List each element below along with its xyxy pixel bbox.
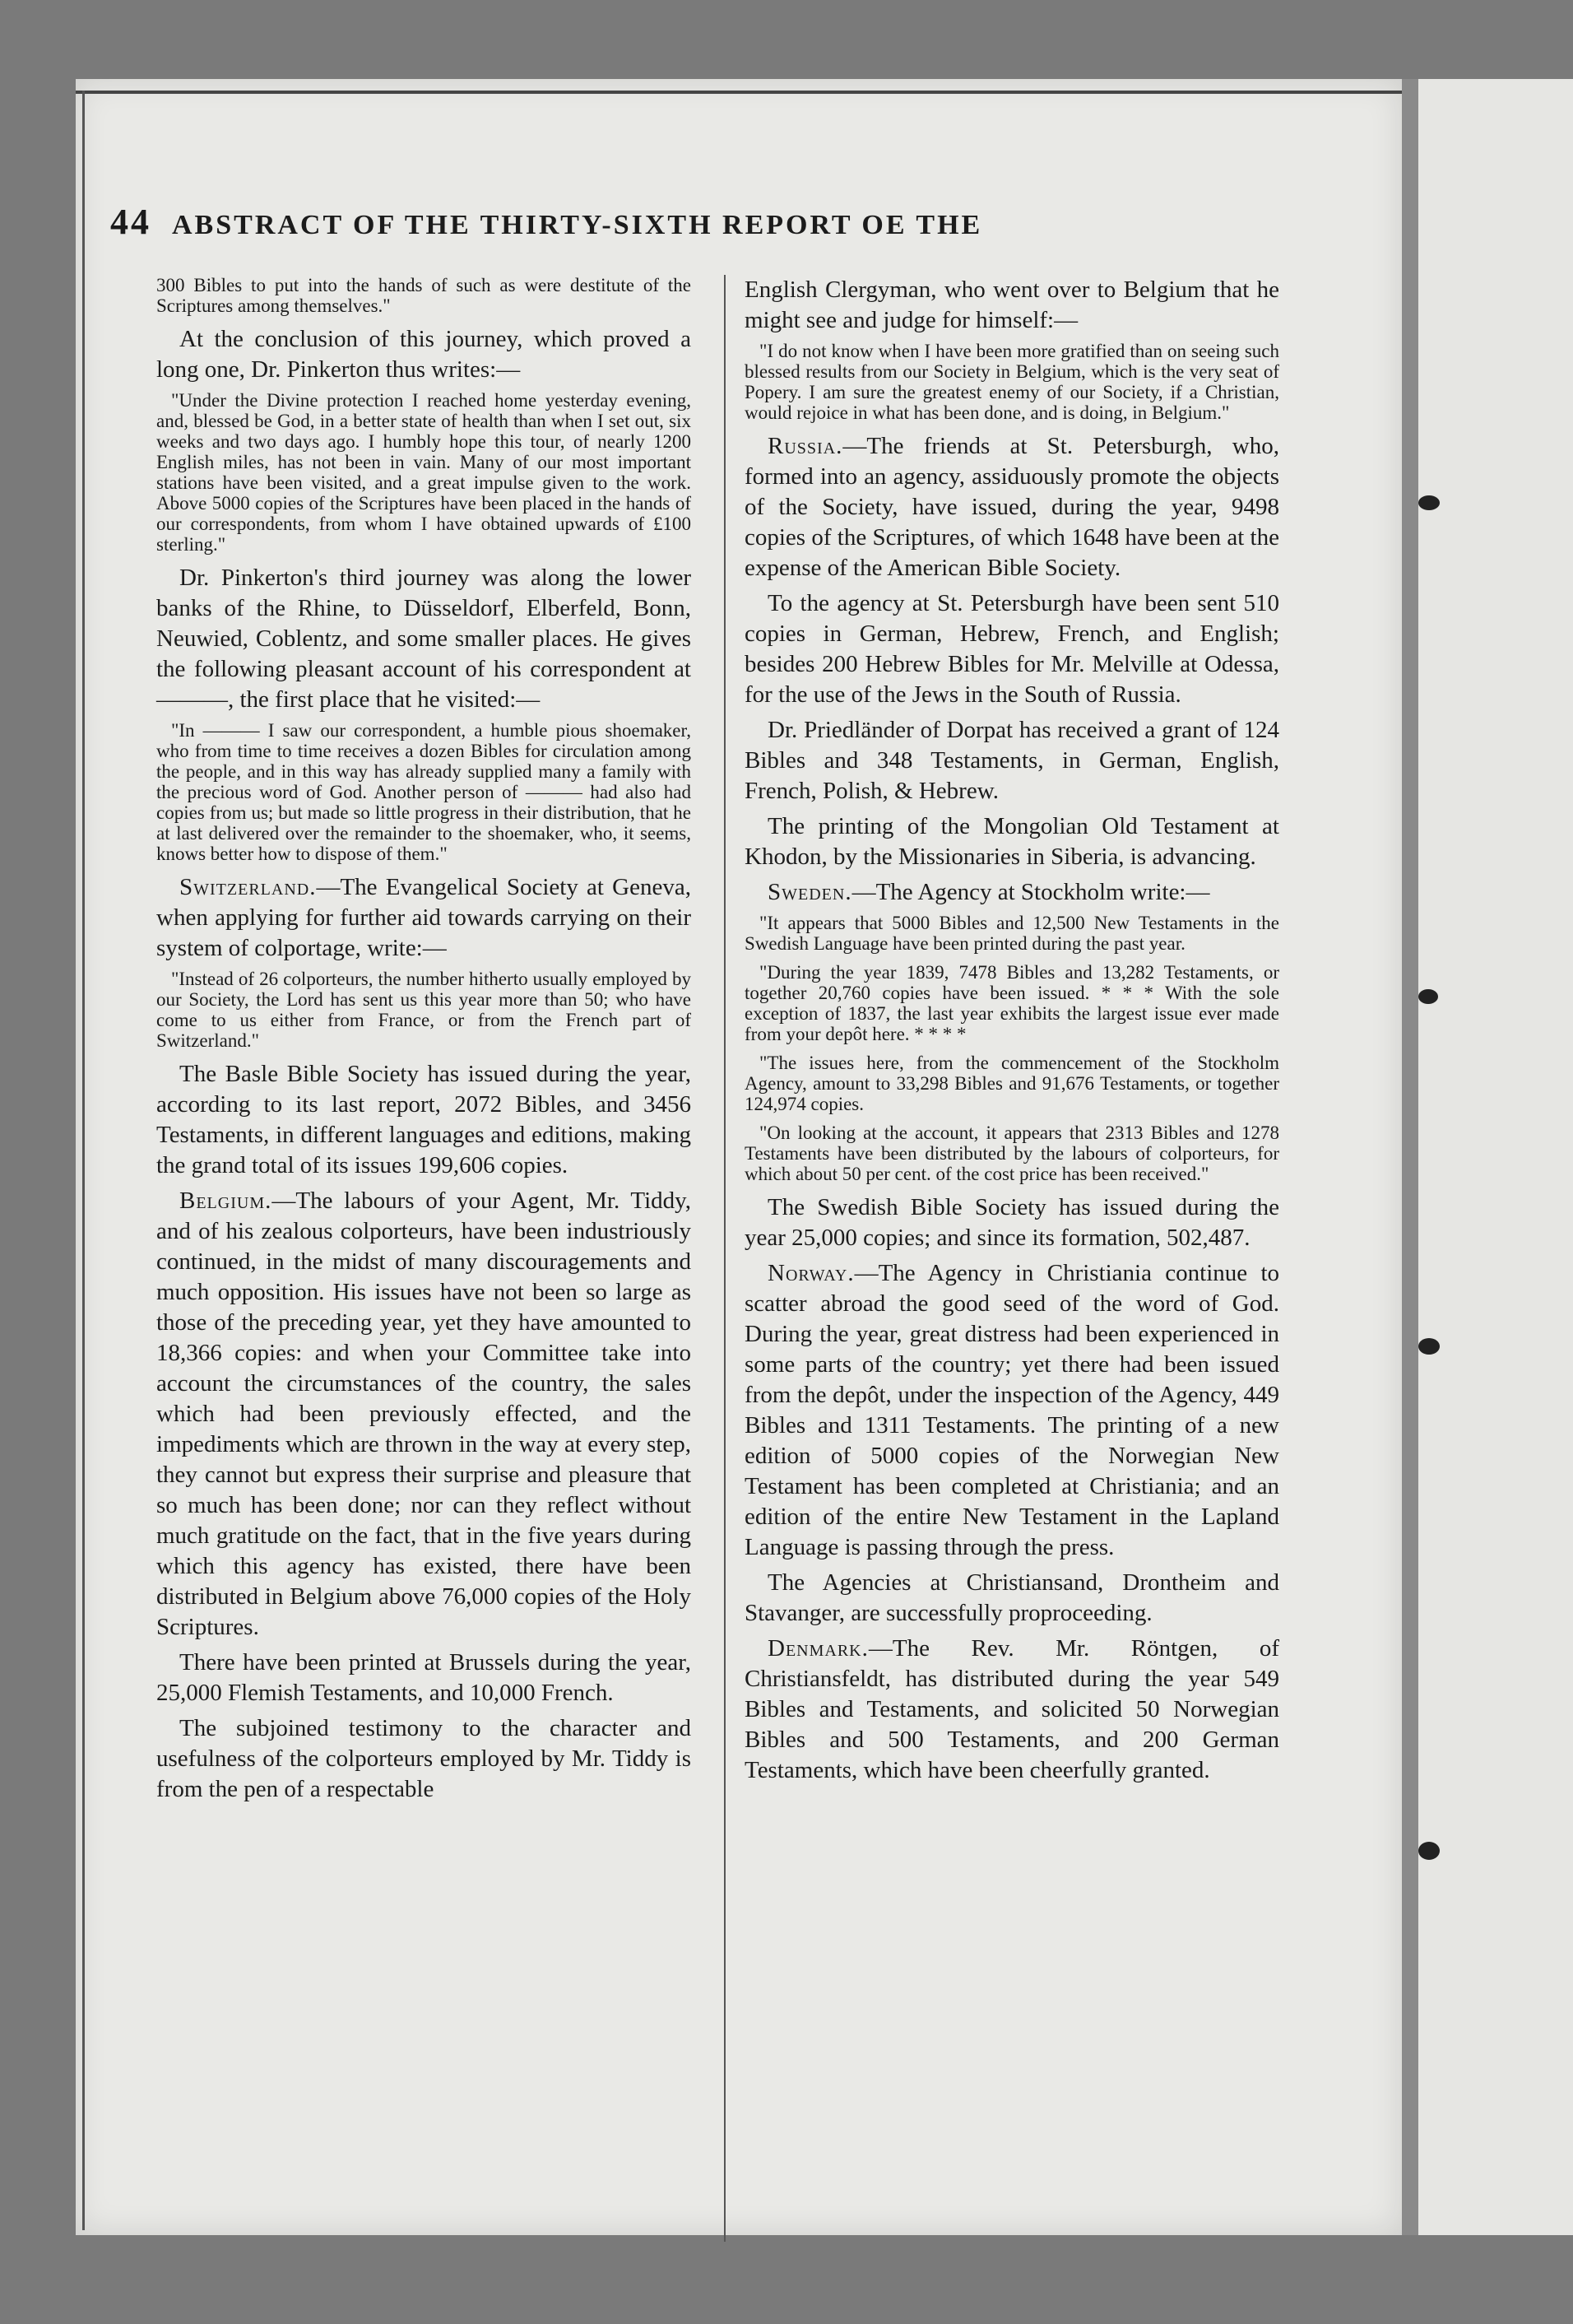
column-divider [724, 275, 726, 2242]
paragraph-text: —The Rev. Mr. Röntgen, of Christiansfeldt, has distributed during the year 549 Bibles and Testaments, and solicited 50 Norwegian Bibles and 500 Testaments, and 200 German Testaments, which have been cheerfully granted. [745, 1635, 1279, 1783]
quoted-paragraph [745, 341, 1279, 423]
paragraph [745, 1568, 1279, 1629]
running-title: ABSTRACT OF THE THIRTY-SIXTH REPORT OE THE [172, 210, 983, 240]
paragraph [745, 811, 1279, 872]
quoted-paragraph [156, 969, 691, 1051]
paragraph-text: —The friends at St. Petersburgh, who, formed into an agency, assiduously promote the objects of the Society, have issued, during the year, 9498 copies of the Scriptures, of which 1648 have been at the expense of the American Bible Society. [745, 433, 1279, 581]
paragraph-text: "It appears that 5000 Bibles and 12,500 New Testaments in the Swedish Language have been printed during the past year. [745, 913, 1279, 954]
ink-mark [1418, 1338, 1440, 1355]
paragraph [745, 715, 1279, 806]
paragraph-text: At the conclusion of this journey, which proved a long one, Dr. Pinkerton thus writes:— [156, 326, 691, 383]
quoted-paragraph [745, 1053, 1279, 1114]
left-rule [82, 91, 85, 2230]
paragraph-text: English Clergyman, who went over to Belgium that he might see and judge for himself:— [745, 277, 1279, 333]
paragraph [156, 872, 691, 964]
quoted-paragraph [156, 720, 691, 864]
quoted-paragraph [745, 913, 1279, 954]
paragraph-text: Dr. Priedländer of Dorpat has received a grant of 124 Bibles and 348 Testaments, in German, English, French, Polish, & Hebrew. [745, 717, 1279, 804]
paragraph [745, 877, 1279, 908]
paragraph [156, 563, 691, 715]
paragraph-text: "On looking at the account, it appears that 2313 Bibles and 1278 Testaments have been distributed by the labours of colporteurs, for which about 50 per cent. of the cost price has been received." [745, 1122, 1279, 1184]
section-heading: Denmark. [768, 1635, 869, 1662]
quoted-paragraph [156, 275, 691, 316]
paragraph-text: "The issues here, from the commencement of the Stockholm Agency, amount to 33,298 Bibles and 91,676 Testaments, or together 124,974 copies. [745, 1053, 1279, 1114]
quoted-paragraph [745, 1122, 1279, 1184]
page-header [110, 201, 1180, 243]
top-rule [76, 91, 1402, 94]
section-heading: Norway. [768, 1260, 855, 1286]
paragraph-text: "Instead of 26 colporteurs, the number hitherto usually employed by our Society, the Lord has sent us this year more than 50; who have come to us either from France, or from the French part of Switzerland." [156, 969, 691, 1051]
right-column [745, 275, 1279, 1791]
ink-mark [1418, 989, 1438, 1004]
paragraph-text: —The labours of your Agent, Mr. Tiddy, and of his zealous colporteurs, have been industriously continued, in the midst of many discouragements and much opposition. His issues have not been so large as those of the preceding year, yet they have amounted to 18,366 copies: and when your Committee take into account the circumstances of the country, the sales which had been previously effected, and the impediments which are thrown in the way at every step, they cannot but express their surprise and pleasure that so much has been done; nor can they reflect without much gratitude on the fact, that in the five years during which this agency has existed, there have been distributed in Belgium above 76,000 copies of the Holy Scriptures. [156, 1188, 691, 1640]
paragraph [156, 1059, 691, 1181]
paragraph-text: —The Evangelical Society at Geneva, when applying for further aid towards carrying on their system of colportage, write:— [156, 874, 691, 961]
paragraph [745, 1192, 1279, 1253]
section-heading: Switzerland. [179, 874, 317, 900]
ink-mark [1418, 495, 1440, 510]
paragraph [745, 588, 1279, 710]
paragraph-text: There have been printed at Brussels during the year, 25,000 Flemish Testaments, and 10,000 French. [156, 1649, 691, 1706]
section-heading: Russia. [768, 433, 843, 459]
paragraph [156, 324, 691, 385]
paragraph-text: 300 Bibles to put into the hands of such as were destitute of the Scriptures among themselves." [156, 275, 691, 316]
paragraph [156, 1713, 691, 1805]
left-column [156, 275, 691, 1810]
paragraph-text: The subjoined testimony to the character and usefulness of the colporteurs employed by Mr. Tiddy is from the pen of a respectable [156, 1715, 691, 1802]
quoted-paragraph [745, 962, 1279, 1044]
ink-mark [1418, 1842, 1440, 1860]
paragraph-text: The Swedish Bible Society has issued during the year 25,000 copies; and since its formation, 502,487. [745, 1194, 1279, 1251]
paragraph-text: —The Agency at Stockholm write:— [851, 879, 1210, 905]
paragraph-text: The Basle Bible Society has issued during the year, according to its last report, 2072 Bibles, and 3456 Testaments, in different languages and editions, making the grand total of its issues 199,606 copies. [156, 1061, 691, 1178]
paragraph [745, 1634, 1279, 1786]
paragraph-text: To the agency at St. Petersburgh have been sent 510 copies in German, Hebrew, French, and English; besides 200 Hebrew Bibles for Mr. Melville at Odessa, for the use of the Jews in the South of Russia. [745, 590, 1279, 708]
paragraph-text: The printing of the Mongolian Old Testament at Khodon, by the Missionaries in Siberia, is advancing. [745, 813, 1279, 870]
paragraph [156, 1648, 691, 1708]
paragraph-text: "During the year 1839, 7478 Bibles and 13,282 Testaments, or together 20,760 copies have been issued. * * * With the sole exception of 1837, the last year exhibits the largest issue ever made from your depôt here. * * * * [745, 962, 1279, 1044]
paragraph-text: "I do not know when I have been more gratified than on seeing such blessed results from our Society in Belgium, which is the very seat of Popery. I am sure the greatest enemy of our Society, if a Christian, would rejoice in what has been done, and is doing, in Belgium." [745, 341, 1279, 423]
paragraph-text: "Under the Divine protection I reached home yesterday evening, and, blessed be God, in a better state of health than when I set out, six weeks and two days ago. I humbly hope this tour, of nearly 1200 English miles, has not been in vain. Many of our most important stations have been visited, and a great impulse given to the work. Above 5000 copies of the Scriptures have been placed in the hands of our correspondents, from whom I have obtained upwards of £100 sterling." [156, 390, 691, 555]
paragraph-text: Dr. Pinkerton's third journey was along the lower banks of the Rhine, to Düsseldorf, Elberfeld, Bonn, Neuwied, Coblentz, and some smaller places. He gives the following pleasant account of his correspondent at ———, the first place that he visited:— [156, 565, 691, 713]
page-number: 44 [110, 202, 151, 242]
paragraph [156, 1186, 691, 1643]
paragraph [745, 1258, 1279, 1563]
section-heading: Sweden. [768, 879, 852, 905]
paragraph-text: "In ——— I saw our correspondent, a humble pious shoemaker, who from time to time receives a dozen Bibles for circulation among the people, and in this way has already supplied many a family with the precious word of God. Another person of ——— had also had copies from us; but made so little progress in their distribution, that he at last delivered over the remainder to the shoemaker, who, it seems, knows better how to dispose of them." [156, 720, 691, 864]
paragraph [745, 275, 1279, 336]
paragraph-text: —The Agency in Christiania continue to scatter abroad the good seed of the word of God. During the year, great distress had been experienced in some parts of the country; yet there had been issued from the depôt, under the inspection of the Agency, 449 Bibles and 1311 Testaments. The printing of a new edition of 5000 copies of the Norwegian New Testament has been completed at Christiania; and an edition of the entire New Testament in the Lapland Language is passing through the press. [745, 1260, 1279, 1560]
section-heading: Belgium. [179, 1188, 272, 1214]
page-seam [1402, 79, 1418, 2235]
paragraph-text: The Agencies at Christiansand, Drontheim and Stavanger, are successfully proproceeding. [745, 1569, 1279, 1626]
paragraph [745, 431, 1279, 583]
quoted-paragraph [156, 390, 691, 555]
adjacent-page-edge [1418, 79, 1573, 2235]
